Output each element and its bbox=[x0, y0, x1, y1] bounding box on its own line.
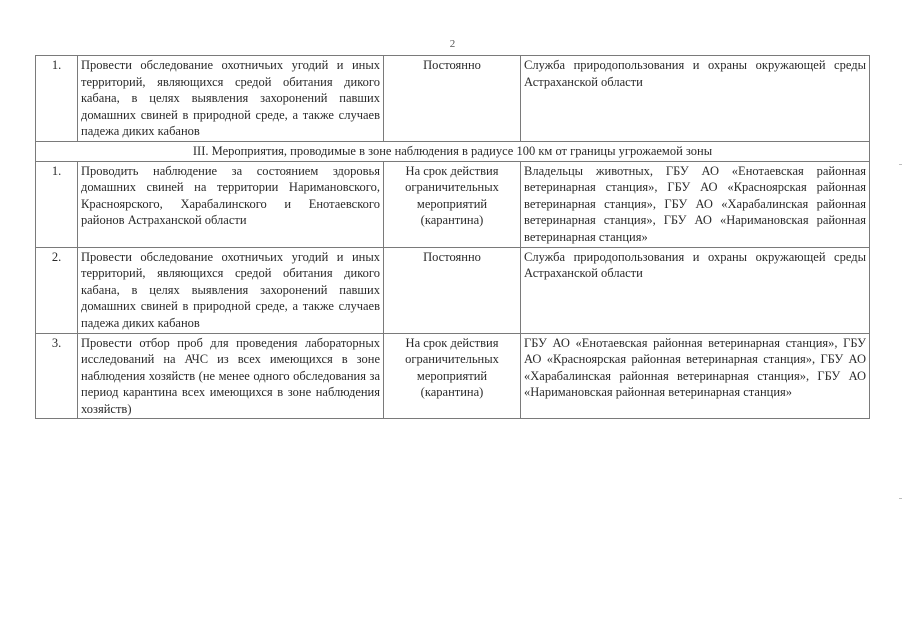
table-row bbox=[36, 247, 870, 333]
measure-responsible: Служба природопользования и охраны окружающей среды Астраханской области bbox=[521, 56, 870, 142]
measure-term: Постоянно bbox=[384, 247, 521, 333]
scan-artifact bbox=[899, 498, 902, 499]
measure-term: На срок действия ограничительных мероприятий (карантина) bbox=[384, 161, 521, 247]
measure-text: Провести обследование охотничьих угодий и иных территорий, являющихся средой обитания дикого кабана, в целях выявления захоронений павших домашних свиней в природной среде, а также случаев падежа диких кабанов bbox=[78, 56, 384, 142]
row-number: 1. bbox=[36, 56, 78, 142]
measures-table bbox=[35, 55, 870, 419]
measure-responsible: ГБУ АО «Енотаевская районная ветеринарная станция», ГБУ АО «Красноярская районная ветеринарная станция», ГБУ АО «Харабалинская районная ветеринарная станция», ГБУ АО «Наримановская районная ветеринарная станция» bbox=[521, 333, 870, 419]
section-heading-row bbox=[36, 141, 870, 161]
measure-text: Провести обследование охотничьих угодий и иных территорий, являющихся средой обитания дикого кабана, в целях выявления захоронений павших домашних свиней в природной среде, а также случаев падежа диких кабанов bbox=[78, 247, 384, 333]
row-number: 2. bbox=[36, 247, 78, 333]
table-row bbox=[36, 56, 870, 142]
measure-text: Проводить наблюдение за состоянием здоровья домашних свиней на территории Наримановского, Красноярского, Харабалинского и Енотаевского районов Астраханской области bbox=[78, 161, 384, 247]
table-row bbox=[36, 161, 870, 247]
row-number: 1. bbox=[36, 161, 78, 247]
section-heading: III. Мероприятия, проводимые в зоне наблюдения в радиусе 100 км от границы угрожаемой зоны bbox=[36, 141, 870, 161]
scan-artifact bbox=[899, 164, 902, 165]
measure-term: На срок действия ограничительных мероприятий (карантина) bbox=[384, 333, 521, 419]
measure-responsible: Служба природопользования и охраны окружающей среды Астраханской области bbox=[521, 247, 870, 333]
page-number: 2 bbox=[449, 38, 456, 50]
table-row bbox=[36, 333, 870, 419]
measure-term: Постоянно bbox=[384, 56, 521, 142]
row-number: 3. bbox=[36, 333, 78, 419]
measure-responsible: Владельцы животных, ГБУ АО «Енотаевская районная ветеринарная станция», ГБУ АО «Красноярская районная ветеринарная станция», ГБУ АО «Харабалинская районная ветеринарная станция», ГБУ АО «Наримановская районная ветеринарная станция» bbox=[521, 161, 870, 247]
measure-text: Провести отбор проб для проведения лабораторных исследований на АЧС из всех имеющихся в зоне наблюдения хозяйств (не менее одного обследования за период карантина всех имеющихся в зоне наблюдения хозяйств) bbox=[78, 333, 384, 419]
